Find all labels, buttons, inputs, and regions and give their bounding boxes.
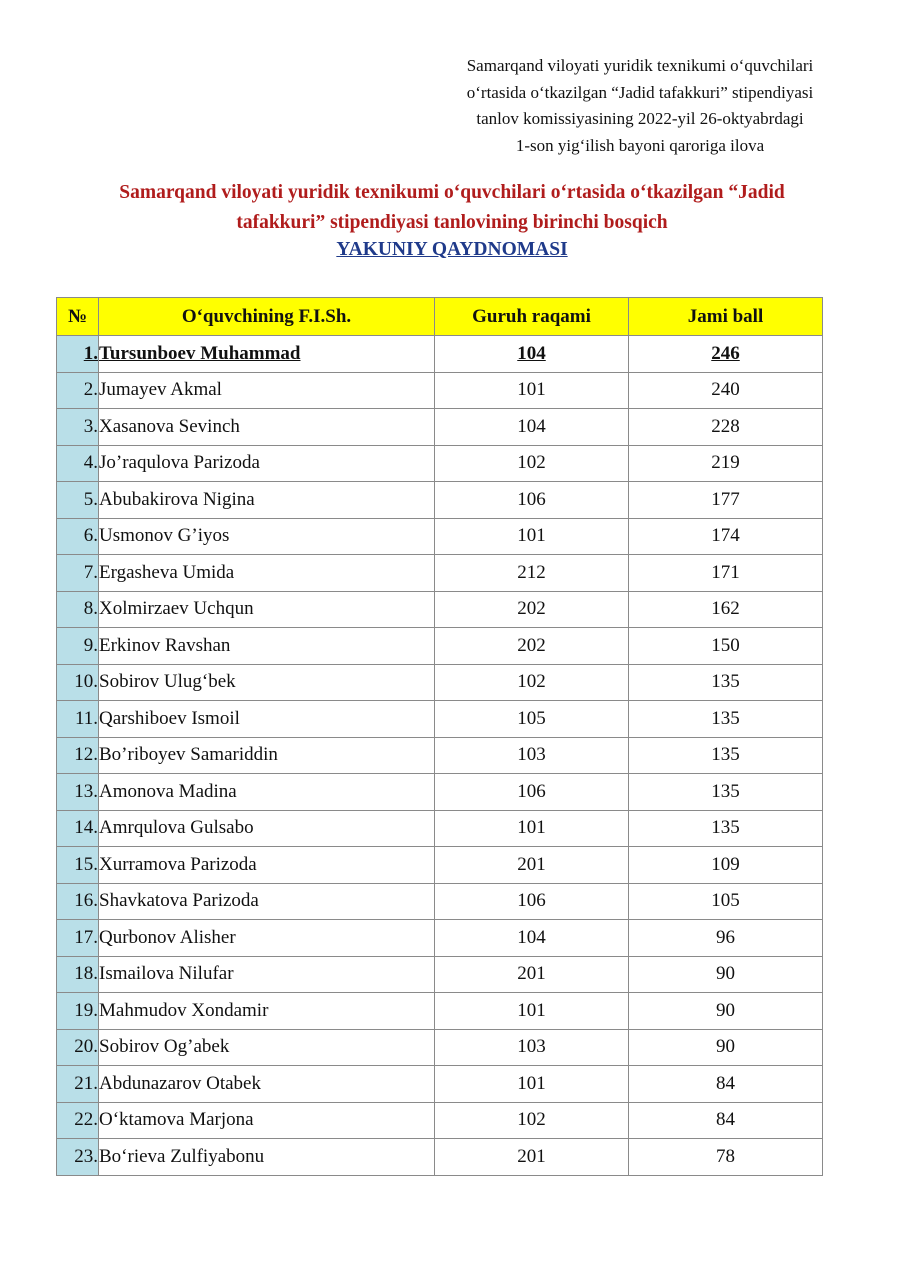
student-name: Qurbonov Alisher bbox=[99, 920, 435, 957]
total-score: 90 bbox=[629, 1029, 823, 1066]
group-number: 101 bbox=[435, 372, 629, 409]
total-score: 90 bbox=[629, 993, 823, 1030]
table-row bbox=[57, 336, 823, 373]
student-name: Jumayev Akmal bbox=[99, 372, 435, 409]
group-number: 201 bbox=[435, 847, 629, 884]
total-score: 135 bbox=[629, 664, 823, 701]
approval-line: Samarqand viloyati yuridik texnikumi o‘quvchilari bbox=[466, 56, 814, 75]
row-number: 14. bbox=[57, 810, 99, 847]
total-score: 135 bbox=[629, 701, 823, 738]
total-score: 105 bbox=[629, 883, 823, 920]
student-name: Jo’raqulova Parizoda bbox=[99, 445, 435, 482]
table-row bbox=[57, 555, 823, 592]
row-number: 5. bbox=[57, 482, 99, 519]
student-name: Tursunboev Muhammad bbox=[99, 336, 435, 373]
group-number: 202 bbox=[435, 591, 629, 628]
table-row bbox=[57, 737, 823, 774]
header-total-score: Jami ball bbox=[629, 298, 823, 336]
table-row bbox=[57, 409, 823, 446]
total-score: 162 bbox=[629, 591, 823, 628]
row-number: 6. bbox=[57, 518, 99, 555]
row-number: 21. bbox=[57, 1066, 99, 1103]
header-group-number: Guruh raqami bbox=[435, 298, 629, 336]
total-score: 96 bbox=[629, 920, 823, 957]
row-number: 18. bbox=[57, 956, 99, 993]
total-score: 78 bbox=[629, 1139, 823, 1176]
total-score: 135 bbox=[629, 810, 823, 847]
total-score: 171 bbox=[629, 555, 823, 592]
table-row bbox=[57, 774, 823, 811]
row-number: 22. bbox=[57, 1102, 99, 1139]
approval-note bbox=[430, 53, 850, 159]
table-row bbox=[57, 956, 823, 993]
table-row bbox=[57, 518, 823, 555]
row-number: 17. bbox=[57, 920, 99, 957]
table-row bbox=[57, 591, 823, 628]
header-number: № bbox=[57, 298, 99, 336]
table-row bbox=[57, 1066, 823, 1103]
student-name: Abdunazarov Otabek bbox=[99, 1066, 435, 1103]
table-row bbox=[57, 920, 823, 957]
row-number: 3. bbox=[57, 409, 99, 446]
table-row bbox=[57, 372, 823, 409]
row-number: 12. bbox=[57, 737, 99, 774]
row-number: 8. bbox=[57, 591, 99, 628]
student-name: Bo’riboyev Samariddin bbox=[99, 737, 435, 774]
group-number: 104 bbox=[435, 409, 629, 446]
table-row bbox=[57, 993, 823, 1030]
group-number: 201 bbox=[435, 956, 629, 993]
total-score: 174 bbox=[629, 518, 823, 555]
title-line-2: tafakkuri” stipendiyasi tanlovining birinchi bosqich bbox=[236, 212, 668, 233]
row-number: 19. bbox=[57, 993, 99, 1030]
student-name: Amrqulova Gulsabo bbox=[99, 810, 435, 847]
row-number: 11. bbox=[57, 701, 99, 738]
results-table bbox=[56, 297, 823, 1176]
table-row bbox=[57, 1139, 823, 1176]
total-score: 240 bbox=[629, 372, 823, 409]
table-row bbox=[57, 1029, 823, 1066]
document-subtitle: YAKUNIY QAYDNOMASI bbox=[336, 239, 568, 260]
table-row bbox=[57, 810, 823, 847]
group-number: 201 bbox=[435, 1139, 629, 1176]
group-number: 212 bbox=[435, 555, 629, 592]
group-number: 102 bbox=[435, 664, 629, 701]
student-name: Xurramova Parizoda bbox=[99, 847, 435, 884]
table-row bbox=[57, 445, 823, 482]
student-name: Amonova Madina bbox=[99, 774, 435, 811]
table-row bbox=[57, 847, 823, 884]
group-number: 106 bbox=[435, 482, 629, 519]
table-row bbox=[57, 883, 823, 920]
approval-line: tanlov komissiyasining 2022-yil 26-oktyabrdagi bbox=[476, 109, 804, 128]
header-student-name: O‘quvchining F.I.Sh. bbox=[99, 298, 435, 336]
group-number: 101 bbox=[435, 518, 629, 555]
row-number: 1. bbox=[57, 336, 99, 373]
student-name: Ismailova Nilufar bbox=[99, 956, 435, 993]
total-score: 219 bbox=[629, 445, 823, 482]
student-name: O‘ktamova Marjona bbox=[99, 1102, 435, 1139]
group-number: 105 bbox=[435, 701, 629, 738]
group-number: 103 bbox=[435, 737, 629, 774]
group-number: 103 bbox=[435, 1029, 629, 1066]
group-number: 101 bbox=[435, 1066, 629, 1103]
title-line-1: Samarqand viloyati yuridik texnikumi o‘quvchilari o‘rtasida o‘tkazilgan “Jadid bbox=[119, 182, 785, 203]
student-name: Erkinov Ravshan bbox=[99, 628, 435, 665]
student-name: Bo‘rieva Zulfiyabonu bbox=[99, 1139, 435, 1176]
table-row bbox=[57, 482, 823, 519]
results-table-body bbox=[57, 336, 823, 1176]
student-name: Xolmirzaev Uchqun bbox=[99, 591, 435, 628]
total-score: 84 bbox=[629, 1102, 823, 1139]
total-score: 90 bbox=[629, 956, 823, 993]
row-number: 20. bbox=[57, 1029, 99, 1066]
total-score: 150 bbox=[629, 628, 823, 665]
approval-line: 1-son yig‘ilish bayoni qaroriga ilova bbox=[515, 135, 765, 155]
row-number: 16. bbox=[57, 883, 99, 920]
group-number: 101 bbox=[435, 810, 629, 847]
table-header-row bbox=[57, 298, 823, 336]
total-score: 109 bbox=[629, 847, 823, 884]
row-number: 23. bbox=[57, 1139, 99, 1176]
row-number: 4. bbox=[57, 445, 99, 482]
row-number: 13. bbox=[57, 774, 99, 811]
group-number: 104 bbox=[435, 920, 629, 957]
group-number: 106 bbox=[435, 774, 629, 811]
group-number: 202 bbox=[435, 628, 629, 665]
group-number: 101 bbox=[435, 993, 629, 1030]
table-row bbox=[57, 664, 823, 701]
student-name: Abubakirova Nigina bbox=[99, 482, 435, 519]
table-row bbox=[57, 701, 823, 738]
student-name: Sobirov Ulug‘bek bbox=[99, 664, 435, 701]
total-score: 177 bbox=[629, 482, 823, 519]
group-number: 106 bbox=[435, 883, 629, 920]
row-number: 9. bbox=[57, 628, 99, 665]
student-name: Usmonov G’iyos bbox=[99, 518, 435, 555]
table-row bbox=[57, 628, 823, 665]
student-name: Xasanova Sevinch bbox=[99, 409, 435, 446]
student-name: Sobirov Og’abek bbox=[99, 1029, 435, 1066]
row-number: 2. bbox=[57, 372, 99, 409]
total-score: 228 bbox=[629, 409, 823, 446]
total-score: 135 bbox=[629, 774, 823, 811]
student-name: Shavkatova Parizoda bbox=[99, 883, 435, 920]
total-score: 84 bbox=[629, 1066, 823, 1103]
row-number: 15. bbox=[57, 847, 99, 884]
document-title bbox=[40, 178, 864, 238]
row-number: 10. bbox=[57, 664, 99, 701]
student-name: Mahmudov Xondamir bbox=[99, 993, 435, 1030]
total-score: 135 bbox=[629, 737, 823, 774]
total-score: 246 bbox=[629, 336, 823, 373]
approval-line: o‘rtasida o‘tkazilgan “Jadid tafakkuri” stipendiyasi bbox=[466, 82, 814, 102]
group-number: 104 bbox=[435, 336, 629, 373]
group-number: 102 bbox=[435, 445, 629, 482]
row-number: 7. bbox=[57, 555, 99, 592]
student-name: Ergasheva Umida bbox=[99, 555, 435, 592]
table-row bbox=[57, 1102, 823, 1139]
group-number: 102 bbox=[435, 1102, 629, 1139]
student-name: Qarshiboev Ismoil bbox=[99, 701, 435, 738]
